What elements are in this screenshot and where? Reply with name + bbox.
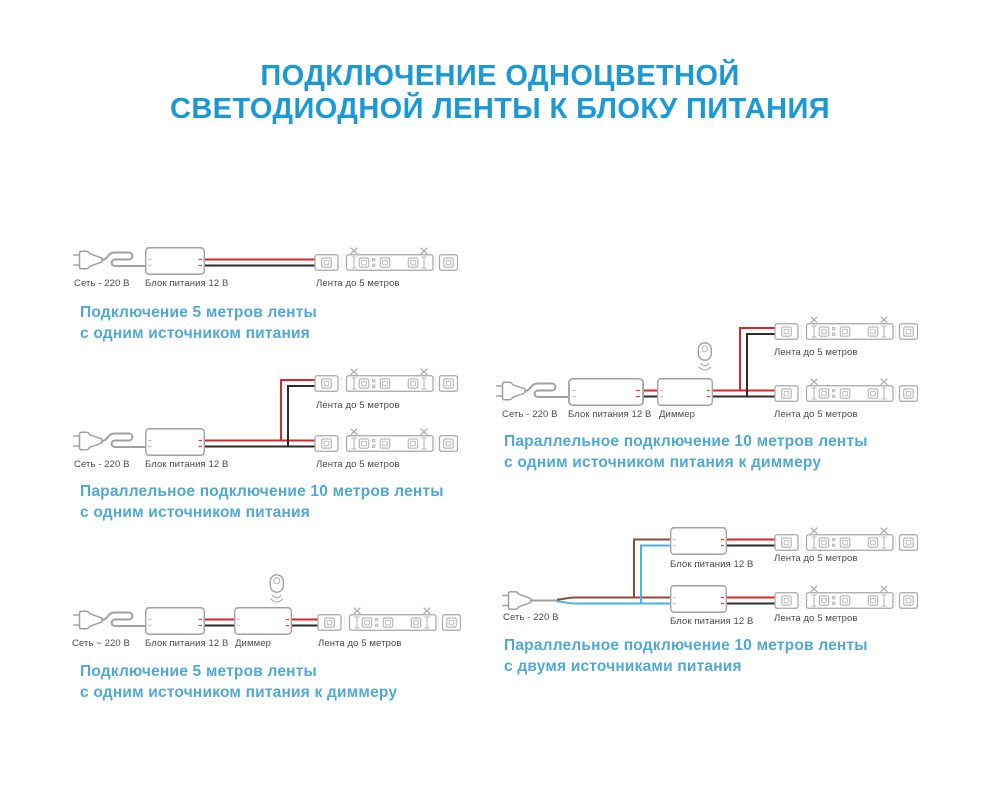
diagram-2 xyxy=(74,369,458,455)
diagram-3 xyxy=(74,575,461,634)
label-psu-d3: Блок питания 12 В xyxy=(145,638,229,649)
caption-d3-line1: Подключение 5 метров ленты xyxy=(80,663,317,680)
power-plug-icon xyxy=(74,432,145,450)
power-supply-box xyxy=(146,608,205,635)
led-strip xyxy=(775,317,918,339)
label-dimmer-d4: Диммер xyxy=(659,409,695,420)
diagram-5 xyxy=(503,528,918,613)
caption-d1-line1: Подключение 5 метров ленты xyxy=(80,304,317,321)
label-mains-d2: Сеть - 220 В xyxy=(74,459,130,470)
caption-d2 xyxy=(80,481,444,523)
label-strip-d3: Лента до 5 метров xyxy=(318,638,402,649)
label-strip1-d2: Лента до 5 метров xyxy=(316,400,400,411)
diagram-1 xyxy=(74,248,458,275)
caption-d3 xyxy=(80,661,397,703)
led-strip xyxy=(315,429,458,451)
title-line-1: ПОДКЛЮЧЕНИЕ ОДНОЦВЕТНОЙ xyxy=(260,60,740,92)
wire-black xyxy=(205,386,315,447)
wire-black xyxy=(713,334,775,397)
wire-black xyxy=(727,546,775,604)
power-plug-icon xyxy=(503,592,531,610)
label-strip2-d4: Лента до 5 метров xyxy=(774,409,858,420)
label-strip-d1: Лента до 5 метров xyxy=(316,278,400,289)
label-psu2-d5: Блок питания 12 В xyxy=(670,616,754,627)
caption-d5 xyxy=(504,635,868,677)
caption-d4-line2: с одним источником питания к диммеру xyxy=(504,454,822,471)
led-strip xyxy=(775,586,918,608)
remote-control-icon xyxy=(270,575,283,602)
power-plug-icon xyxy=(74,251,145,269)
label-psu1-d5: Блок питания 12 В xyxy=(670,559,754,570)
title-line-2: СВЕТОДИОДНОЙ ЛЕНТЫ К БЛОКУ ПИТАНИЯ xyxy=(170,93,830,125)
power-supply-box xyxy=(146,429,205,456)
caption-d1 xyxy=(80,302,317,344)
caption-d3-line2: с одним источником питания к диммеру xyxy=(80,684,398,701)
power-plug-icon xyxy=(74,611,145,629)
wire-red xyxy=(713,328,775,391)
remote-control-icon xyxy=(698,343,711,370)
label-mains-d5: Сеть - 220 В xyxy=(503,612,559,623)
label-strip2-d5: Лента до 5 метров xyxy=(774,613,858,624)
led-strip xyxy=(775,379,918,401)
led-strip xyxy=(318,608,461,630)
label-strip2-d2: Лента до 5 метров xyxy=(316,459,400,470)
caption-d4-line1: Параллельное подключение 10 метров ленты xyxy=(504,433,868,450)
label-dimmer-d3: Диммер xyxy=(235,638,271,649)
label-mains-d4: Сеть - 220 В xyxy=(502,409,558,420)
label-strip1-d4: Лента до 5 метров xyxy=(774,347,858,358)
power-supply-box xyxy=(671,586,727,613)
power-supply-box xyxy=(569,379,643,406)
led-strip xyxy=(775,528,918,550)
power-plug-icon xyxy=(497,382,568,400)
power-supply-box xyxy=(671,528,727,555)
caption-d2-line2: с одним источником питания xyxy=(80,504,311,521)
caption-d4 xyxy=(504,431,868,473)
diagram-4 xyxy=(497,317,918,405)
label-mains-d3: Сеть ~ 220 В xyxy=(72,638,130,649)
dimmer-box xyxy=(235,608,292,635)
caption-d2-line1: Параллельное подключение 10 метров ленты xyxy=(80,483,444,500)
label-psu-d2: Блок питания 12 В xyxy=(145,459,229,470)
wire-brown xyxy=(557,540,670,600)
caption-d1-line2: с одним источником питания xyxy=(80,325,311,342)
label-psu-d1: Блок питания 12 В xyxy=(145,278,229,289)
wire-blue xyxy=(557,546,670,604)
caption-d5-line1: Параллельное подключение 10 метров ленты xyxy=(504,637,868,654)
led-strip xyxy=(315,369,458,391)
caption-d5-line2: с двумя источниками питания xyxy=(504,658,742,675)
dimmer-box xyxy=(658,379,713,406)
label-strip1-d5: Лента до 5 метров xyxy=(774,553,858,564)
wire-red xyxy=(205,380,315,441)
label-mains-d1: Сеть - 220 В xyxy=(74,278,130,289)
led-strip xyxy=(315,248,458,270)
label-psu-d4: Блок питания 12 В xyxy=(568,409,652,420)
power-supply-box xyxy=(146,248,205,275)
